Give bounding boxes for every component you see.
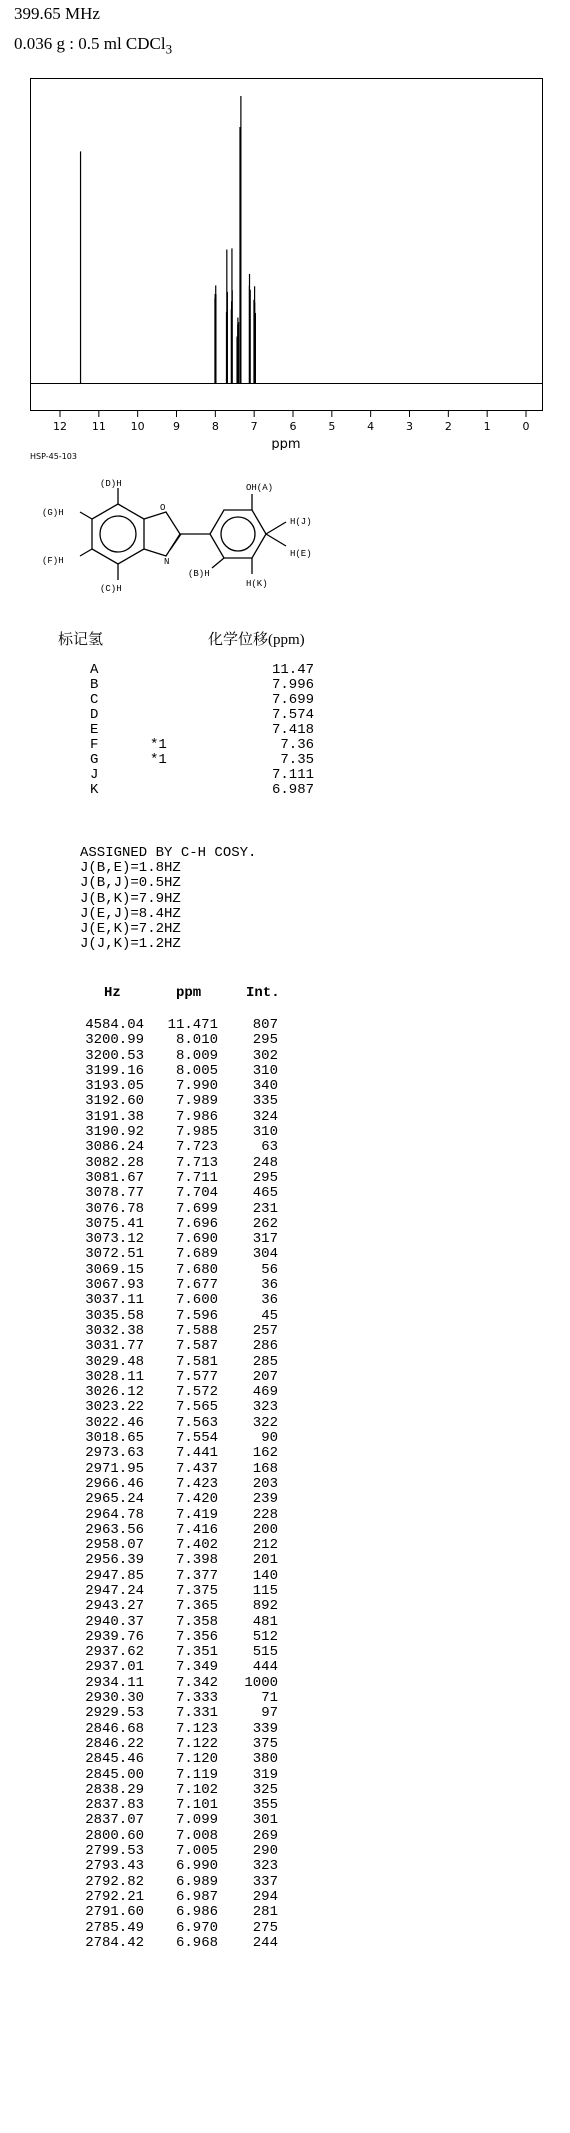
- peak-hz: 3193.05: [85, 1078, 144, 1095]
- peak-hz: 2846.68: [85, 1720, 144, 1737]
- peak-ppm: 7.333: [175, 1690, 218, 1707]
- peak-ppm: 7.711: [175, 1169, 218, 1186]
- peak-ppm: 7.437: [175, 1460, 218, 1477]
- assignment-shift: 7.36: [280, 737, 314, 753]
- peak-ppm: 7.581: [175, 1353, 218, 1370]
- assignment-note: *1: [150, 737, 167, 753]
- peak-int: 56: [261, 1261, 278, 1278]
- peak-int: 200: [252, 1521, 278, 1538]
- peak-ppm: 7.577: [175, 1368, 218, 1385]
- peak-hz: 3028.11: [85, 1368, 144, 1385]
- x-axis-ticks: [53, 411, 530, 433]
- assignment-note: *1: [150, 752, 167, 768]
- peak-hz: 2971.95: [85, 1460, 144, 1477]
- peak-int: 337: [252, 1873, 278, 1890]
- peak-ppm: 7.565: [175, 1399, 218, 1416]
- peak-int: 295: [252, 1169, 278, 1186]
- peak-int: 339: [252, 1720, 278, 1737]
- coupling-notes: [80, 846, 256, 952]
- peak-ppm: 7.005: [175, 1843, 218, 1860]
- peak-ppm: 7.123: [175, 1720, 218, 1737]
- peak-int: 444: [252, 1659, 278, 1676]
- peak-int: 317: [252, 1231, 278, 1248]
- peak-int: 322: [252, 1414, 278, 1431]
- peak-int: 465: [252, 1185, 278, 1202]
- assignment-shift: 7.35: [280, 752, 314, 768]
- peak-ppm: 7.990: [175, 1078, 218, 1095]
- peak-ppm: 7.690: [175, 1231, 218, 1248]
- peak-hz: 3076.78: [85, 1200, 144, 1217]
- oxazole-ring: [144, 512, 180, 556]
- coupling-note: J(E,J)=8.4HZ: [80, 905, 181, 922]
- peak-int: 319: [252, 1766, 278, 1783]
- peak-hz: 3200.99: [85, 1032, 144, 1049]
- peak-hz: 3199.16: [85, 1062, 144, 1079]
- peak-int: 335: [252, 1093, 278, 1110]
- peak-int: 355: [252, 1797, 278, 1814]
- assignment-shift: 7.418: [271, 722, 314, 738]
- peak-hz: 4584.04: [85, 1017, 144, 1033]
- peak-int: 115: [252, 1582, 278, 1599]
- peak-ppm: 7.331: [175, 1705, 218, 1722]
- label-n: N: [164, 557, 170, 567]
- peak-int: 286: [252, 1338, 278, 1355]
- assignment-label: D: [90, 707, 99, 723]
- peak-ppm: 8.009: [175, 1047, 218, 1064]
- sample-text: 0.036 g : 0.5 ml CDCl: [14, 34, 166, 53]
- peak-int: 203: [252, 1475, 278, 1492]
- peak-ppm: 7.101: [175, 1797, 218, 1814]
- peak-hz: 2937.62: [85, 1644, 144, 1661]
- x-tick-label: 1: [483, 420, 491, 433]
- peak-hz: 2947.24: [85, 1582, 144, 1599]
- peak-hz: 2963.56: [85, 1521, 144, 1538]
- peak-ppm: 7.423: [175, 1475, 218, 1492]
- peak-int: 162: [252, 1445, 278, 1462]
- peak-hz: 2940.37: [85, 1613, 144, 1630]
- peak-hz: 3069.15: [85, 1261, 144, 1278]
- peak-hz: 2837.07: [85, 1812, 144, 1829]
- peak-hz: 2845.46: [85, 1751, 144, 1768]
- peak-int: 310: [252, 1124, 278, 1141]
- label-oh: OH(A): [246, 483, 274, 493]
- assignment-shift: 11.47: [271, 662, 314, 678]
- peak-ppm: 7.351: [175, 1644, 218, 1661]
- peak-int: 285: [252, 1353, 278, 1370]
- peak-int: 302: [252, 1047, 278, 1064]
- peak-ppm: 7.402: [175, 1537, 218, 1554]
- coupling-note: ASSIGNED BY C-H COSY.: [80, 845, 257, 861]
- peak-ppm: 7.342: [175, 1674, 218, 1691]
- bond-g: [80, 512, 92, 519]
- x-tick-label: 6: [289, 420, 297, 433]
- peak-int: 231: [252, 1200, 278, 1217]
- peak-hz: 2934.11: [85, 1674, 144, 1691]
- peak-hz: 3075.41: [85, 1215, 144, 1232]
- peak-int: 324: [252, 1108, 278, 1125]
- peak-hz: 2964.78: [85, 1506, 144, 1523]
- peak-hz: 2943.27: [85, 1598, 144, 1615]
- label-d: (D)H: [100, 479, 122, 489]
- peak-int: 323: [252, 1858, 278, 1875]
- assignment-label: B: [90, 677, 99, 693]
- peak-ppm: 7.122: [175, 1735, 218, 1752]
- peak-ppm: 7.119: [175, 1766, 218, 1783]
- coupling-note: J(B,E)=1.8HZ: [80, 860, 181, 877]
- bond-b: [212, 558, 224, 568]
- assignment-label: A: [90, 662, 99, 678]
- peak-header-hz: Hz: [104, 985, 121, 1001]
- x-tick-label: 10: [130, 420, 145, 433]
- peak-ppm: 7.986: [175, 1108, 218, 1125]
- peak-int: 212: [252, 1537, 278, 1554]
- peak-int: 248: [252, 1154, 278, 1171]
- peak-hz: 2792.82: [85, 1873, 144, 1890]
- peak-ppm: 8.010: [175, 1032, 218, 1049]
- peak-ppm: 7.377: [175, 1567, 218, 1584]
- peak-ppm: 7.689: [175, 1246, 218, 1263]
- peak-ppm: 7.596: [175, 1307, 218, 1324]
- peak-int: 512: [252, 1628, 278, 1645]
- peak-ppm: 7.985: [175, 1124, 218, 1141]
- peak-int: 295: [252, 1032, 278, 1049]
- assignment-shift: 7.574: [271, 707, 314, 723]
- peak-ppm: 7.356: [175, 1628, 218, 1645]
- peak-int: 269: [252, 1827, 278, 1844]
- sample-description: [14, 34, 172, 57]
- peak-int: 1000: [244, 1674, 278, 1691]
- peak-hz: 3031.77: [85, 1338, 144, 1355]
- peak-ppm: 6.968: [175, 1934, 218, 1951]
- assignment-shift: 7.111: [271, 767, 314, 783]
- peak-ppm: 7.420: [175, 1491, 218, 1508]
- peak-int: 90: [261, 1430, 278, 1447]
- peak-ppm: 7.696: [175, 1215, 218, 1232]
- peak-hz: 2947.85: [85, 1567, 144, 1584]
- peak-ppm: 7.677: [175, 1277, 218, 1294]
- x-tick-label: 7: [250, 420, 258, 433]
- assignment-shift: 7.699: [271, 692, 314, 708]
- peak-hz: 3073.12: [85, 1231, 144, 1248]
- label-j: H(J): [290, 517, 312, 527]
- peak-ppm: 7.587: [175, 1338, 218, 1355]
- peak-int: 36: [261, 1292, 278, 1309]
- peak-ppm: 6.989: [175, 1873, 218, 1890]
- peak-ppm: 7.008: [175, 1827, 218, 1844]
- peak-hz: 3072.51: [85, 1246, 144, 1263]
- peak-header-ppm: ppm: [176, 985, 202, 1001]
- peak-hz: 2800.60: [85, 1827, 144, 1844]
- peak-ppm: 7.419: [175, 1506, 218, 1523]
- assignment-header-label: 标记氢: [58, 632, 104, 648]
- peak-layer: [81, 96, 256, 383]
- aromatic-circle-left: [100, 516, 136, 552]
- x-tick-label: 12: [53, 420, 67, 433]
- peak-hz: 2785.49: [85, 1919, 144, 1936]
- peak-hz: 2837.83: [85, 1797, 144, 1814]
- peak-hz: 3018.65: [85, 1430, 144, 1447]
- peak-hz: 2845.00: [85, 1766, 144, 1783]
- assignment-shift: 6.987: [271, 782, 314, 798]
- peak-ppm: 7.600: [175, 1292, 218, 1309]
- peak-hz: 2965.24: [85, 1491, 144, 1508]
- bond-e: [266, 534, 286, 546]
- x-tick-label: 9: [173, 420, 180, 433]
- peak-int: 375: [252, 1735, 278, 1752]
- peak-ppm: 7.989: [175, 1093, 218, 1110]
- peak-ppm: 7.554: [175, 1430, 218, 1447]
- peak-int: 71: [261, 1690, 278, 1707]
- label-o: O: [160, 503, 166, 513]
- peak-int: 201: [252, 1552, 278, 1569]
- peak-ppm: 7.416: [175, 1521, 218, 1538]
- assignment-label: C: [90, 692, 99, 708]
- peak-hz: 2799.53: [85, 1843, 144, 1860]
- peak-hz: 3200.53: [85, 1047, 144, 1064]
- peak-hz: 2929.53: [85, 1705, 144, 1722]
- peak-ppm: 11.471: [167, 1017, 218, 1033]
- spectrum-code: HSP-45-103: [30, 452, 77, 461]
- peak-ppm: 7.723: [175, 1139, 218, 1156]
- peak-int: 323: [252, 1399, 278, 1416]
- peak-ppm: 7.358: [175, 1613, 218, 1630]
- peak-int: 294: [252, 1888, 278, 1905]
- peak-ppm: 7.120: [175, 1751, 218, 1768]
- peak-ppm: 6.970: [175, 1919, 218, 1936]
- peak-ppm: 7.563: [175, 1414, 218, 1431]
- peak-int: 304: [252, 1246, 278, 1263]
- peak-int: 168: [252, 1460, 278, 1477]
- peak-int: 45: [261, 1307, 278, 1324]
- peak-int: 892: [252, 1598, 278, 1615]
- assignment-label: G: [90, 752, 99, 768]
- peak-hz: 3078.77: [85, 1185, 144, 1202]
- peak-int: 380: [252, 1751, 278, 1768]
- coupling-note: J(B,K)=7.9HZ: [80, 890, 181, 907]
- peak-ppm: 6.986: [175, 1904, 218, 1921]
- peak-int: 481: [252, 1613, 278, 1630]
- peak-hz: 2930.30: [85, 1690, 144, 1707]
- peak-hz: 3067.93: [85, 1277, 144, 1294]
- label-g: (G)H: [42, 508, 64, 518]
- peak-int: 97: [261, 1705, 278, 1722]
- chart-frame: [31, 79, 543, 411]
- peak-ppm: 6.987: [175, 1888, 218, 1905]
- peak-hz: 3081.67: [85, 1169, 144, 1186]
- peak-hz: 2939.76: [85, 1628, 144, 1645]
- peak-ppm: 7.572: [175, 1384, 218, 1401]
- x-tick-label: 3: [406, 420, 413, 433]
- peak-hz: 3037.11: [85, 1292, 144, 1309]
- peak-ppm: 7.441: [175, 1445, 218, 1462]
- aromatic-circle-right: [221, 517, 255, 551]
- peak-int: 290: [252, 1843, 278, 1860]
- peak-hz: 3082.28: [85, 1154, 144, 1171]
- peak-int: 340: [252, 1078, 278, 1095]
- assignment-header-shift: 化学位移(ppm): [208, 632, 305, 648]
- label-k: H(K): [246, 579, 268, 589]
- peak-int: 228: [252, 1506, 278, 1523]
- peak-hz: 3190.92: [85, 1124, 144, 1141]
- peak-hz: 2784.42: [85, 1934, 144, 1951]
- peak-hz: 2956.39: [85, 1552, 144, 1569]
- peak-header-int: Int.: [246, 985, 280, 1001]
- peak-int: 207: [252, 1368, 278, 1385]
- peak-int: 262: [252, 1215, 278, 1232]
- peak-int: 36: [261, 1277, 278, 1294]
- peak-int: 244: [252, 1934, 278, 1951]
- peak-int: 140: [252, 1567, 278, 1584]
- peak-ppm: 8.005: [175, 1062, 218, 1079]
- x-axis-label: ppm: [271, 437, 301, 450]
- peak-int: 325: [252, 1781, 278, 1798]
- peak-int: 239: [252, 1491, 278, 1508]
- peak-int: 515: [252, 1644, 278, 1661]
- peak-ppm: 7.704: [175, 1185, 218, 1202]
- peak-ppm: 7.398: [175, 1552, 218, 1569]
- peak-hz: 2791.60: [85, 1904, 144, 1921]
- peak-ppm: 7.349: [175, 1659, 218, 1676]
- peak-ppm: 7.588: [175, 1322, 218, 1339]
- peak-ppm: 7.680: [175, 1261, 218, 1278]
- x-tick-label: 8: [211, 420, 219, 433]
- peak-hz: 3192.60: [85, 1093, 144, 1110]
- assignment-label: E: [90, 722, 99, 738]
- x-tick-label: 4: [367, 420, 375, 433]
- peak-hz: 3191.38: [85, 1108, 144, 1125]
- peak-hz: 2846.22: [85, 1735, 144, 1752]
- peak-hz: 2958.07: [85, 1537, 144, 1554]
- label-b: (B)H: [188, 569, 210, 579]
- x-tick-label: 2: [444, 420, 452, 433]
- peak-hz: 3032.38: [85, 1322, 144, 1339]
- nmr-spectrum-chart: [30, 78, 550, 450]
- peak-int: 807: [252, 1017, 278, 1033]
- peak-hz: 3029.48: [85, 1353, 144, 1370]
- peak-int: 301: [252, 1812, 278, 1829]
- bond-j: [266, 522, 286, 534]
- cn-double-bond: [170, 534, 181, 550]
- peak-hz: 2937.01: [85, 1659, 144, 1676]
- assignment-label: F: [90, 737, 99, 753]
- coupling-note: J(E,K)=7.2HZ: [80, 921, 181, 938]
- peak-hz: 3023.22: [85, 1399, 144, 1416]
- peak-hz: 2973.63: [85, 1445, 144, 1462]
- sample-subscript: 3: [165, 41, 173, 57]
- spectrometer-frequency: 399.65 MHz: [14, 4, 100, 23]
- x-tick-label: 0: [522, 420, 530, 433]
- peak-hz: 3026.12: [85, 1384, 144, 1401]
- peak-ppm: 7.713: [175, 1154, 218, 1171]
- peak-hz: 3035.58: [85, 1307, 144, 1324]
- peak-hz: 3022.46: [85, 1414, 144, 1431]
- peak-int: 275: [252, 1919, 278, 1936]
- peak-hz: 2792.21: [85, 1888, 144, 1905]
- peak-int: 257: [252, 1322, 278, 1339]
- peak-int: 469: [252, 1384, 278, 1401]
- molecule-structure: [40, 476, 400, 616]
- peak-ppm: 7.375: [175, 1582, 218, 1599]
- peak-ppm: 7.699: [175, 1200, 218, 1217]
- peak-hz: 2793.43: [85, 1858, 144, 1875]
- x-tick-label: 5: [328, 420, 336, 433]
- peak-ppm: 7.099: [175, 1812, 218, 1829]
- peak-hz: 2838.29: [85, 1781, 144, 1798]
- peak-int: 63: [261, 1139, 278, 1156]
- peak-int: 310: [252, 1062, 278, 1079]
- x-tick-label: 11: [91, 420, 106, 433]
- label-c: (C)H: [100, 584, 122, 594]
- coupling-note: J(B,J)=0.5HZ: [80, 875, 181, 892]
- assignment-shift: 7.996: [271, 677, 314, 693]
- label-e: H(E): [290, 549, 312, 559]
- peak-ppm: 7.102: [175, 1781, 218, 1798]
- peak-hz: 2966.46: [85, 1475, 144, 1492]
- peak-ppm: 6.990: [175, 1858, 218, 1875]
- assignment-label: K: [90, 782, 99, 798]
- assignment-label: J: [90, 767, 99, 783]
- label-f: (F)H: [42, 556, 64, 566]
- peak-ppm: 7.365: [175, 1598, 218, 1615]
- bond-f: [80, 549, 92, 556]
- peak-hz: 3086.24: [85, 1139, 144, 1156]
- peak-int: 281: [252, 1904, 278, 1921]
- coupling-note: J(J,K)=1.2HZ: [80, 936, 181, 953]
